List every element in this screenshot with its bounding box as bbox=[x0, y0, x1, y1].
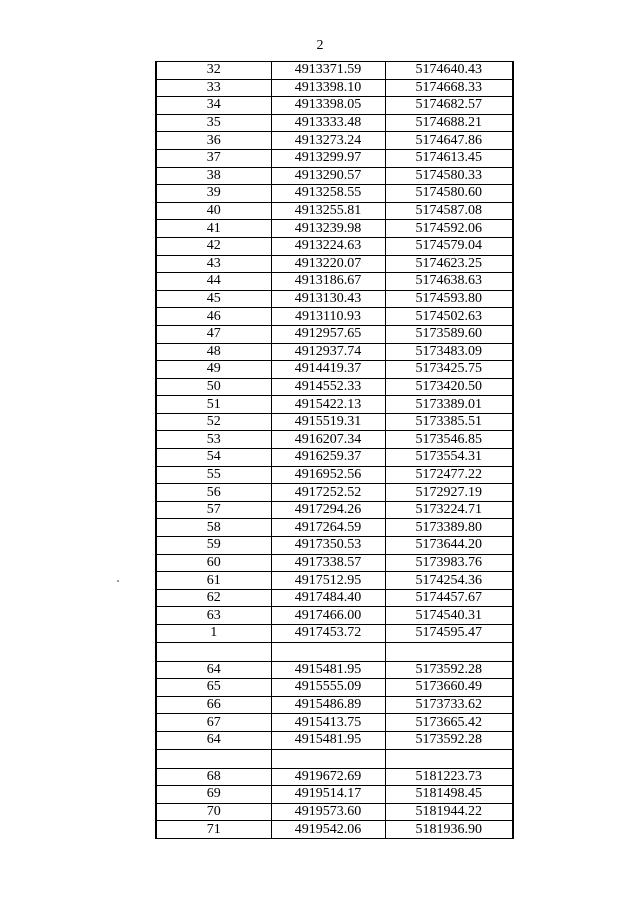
point-number-cell: 37 bbox=[156, 149, 271, 167]
point-number-cell: 65 bbox=[156, 679, 271, 697]
x-coordinate-cell: 4919573.60 bbox=[271, 803, 385, 821]
point-number-cell: 48 bbox=[156, 343, 271, 361]
x-coordinate-cell: 4913110.93 bbox=[271, 308, 385, 326]
x-coordinate-cell: 4913224.63 bbox=[271, 237, 385, 255]
x-coordinate-cell: 4917484.40 bbox=[271, 589, 385, 607]
table-row bbox=[156, 202, 513, 220]
x-coordinate-cell: 4916259.37 bbox=[271, 449, 385, 467]
y-coordinate-cell: 5173483.09 bbox=[385, 343, 513, 361]
point-number-cell: 64 bbox=[156, 731, 271, 749]
y-coordinate-cell bbox=[385, 642, 513, 661]
coordinates-table bbox=[155, 61, 514, 839]
point-number-cell: 33 bbox=[156, 79, 271, 97]
y-coordinate-cell: 5173425.75 bbox=[385, 361, 513, 379]
table-row bbox=[156, 449, 513, 467]
scan-artifact bbox=[117, 580, 119, 582]
x-coordinate-cell: 4912937.74 bbox=[271, 343, 385, 361]
table-row bbox=[156, 132, 513, 150]
table-row bbox=[156, 396, 513, 414]
x-coordinate-cell: 4915481.95 bbox=[271, 731, 385, 749]
y-coordinate-cell: 5174682.57 bbox=[385, 97, 513, 115]
x-coordinate-cell: 4913258.55 bbox=[271, 185, 385, 203]
x-coordinate-cell bbox=[271, 749, 385, 768]
table-row bbox=[156, 484, 513, 502]
point-number-cell: 53 bbox=[156, 431, 271, 449]
y-coordinate-cell: 5173665.42 bbox=[385, 714, 513, 732]
point-number-cell: 34 bbox=[156, 97, 271, 115]
point-number-cell: 46 bbox=[156, 308, 271, 326]
x-coordinate-cell: 4917350.53 bbox=[271, 537, 385, 555]
x-coordinate-cell: 4917512.95 bbox=[271, 572, 385, 590]
table-row bbox=[156, 290, 513, 308]
y-coordinate-cell bbox=[385, 749, 513, 768]
x-coordinate-cell: 4916952.56 bbox=[271, 466, 385, 484]
point-number-cell: 60 bbox=[156, 554, 271, 572]
y-coordinate-cell: 5174587.08 bbox=[385, 202, 513, 220]
point-number-cell: 45 bbox=[156, 290, 271, 308]
y-coordinate-cell: 5174647.86 bbox=[385, 132, 513, 150]
x-coordinate-cell: 4912957.65 bbox=[271, 325, 385, 343]
y-coordinate-cell: 5174457.67 bbox=[385, 589, 513, 607]
y-coordinate-cell: 5174688.21 bbox=[385, 114, 513, 132]
point-number-cell: 63 bbox=[156, 607, 271, 625]
table-row bbox=[156, 149, 513, 167]
point-number-cell: 57 bbox=[156, 501, 271, 519]
x-coordinate-cell: 4916207.34 bbox=[271, 431, 385, 449]
y-coordinate-cell: 5173589.60 bbox=[385, 325, 513, 343]
y-coordinate-cell: 5173592.28 bbox=[385, 661, 513, 679]
table-row bbox=[156, 97, 513, 115]
y-coordinate-cell: 5181936.90 bbox=[385, 821, 513, 839]
x-coordinate-cell: 4917453.72 bbox=[271, 625, 385, 643]
table-row bbox=[156, 661, 513, 679]
x-coordinate-cell: 4913290.57 bbox=[271, 167, 385, 185]
point-number-cell: 42 bbox=[156, 237, 271, 255]
page-number: 2 bbox=[316, 38, 324, 53]
point-number-cell: 59 bbox=[156, 537, 271, 555]
y-coordinate-cell: 5181944.22 bbox=[385, 803, 513, 821]
table-row bbox=[156, 79, 513, 97]
y-coordinate-cell: 5173733.62 bbox=[385, 696, 513, 714]
point-number-cell: 67 bbox=[156, 714, 271, 732]
table-row bbox=[156, 167, 513, 185]
x-coordinate-cell: 4919672.69 bbox=[271, 768, 385, 786]
x-coordinate-cell: 4913333.48 bbox=[271, 114, 385, 132]
point-number-cell: 47 bbox=[156, 325, 271, 343]
point-number-cell: 51 bbox=[156, 396, 271, 414]
x-coordinate-cell: 4913130.43 bbox=[271, 290, 385, 308]
y-coordinate-cell: 5174668.33 bbox=[385, 79, 513, 97]
point-number-cell: 35 bbox=[156, 114, 271, 132]
y-coordinate-cell: 5174540.31 bbox=[385, 607, 513, 625]
y-coordinate-cell: 5174254.36 bbox=[385, 572, 513, 590]
y-coordinate-cell: 5174502.63 bbox=[385, 308, 513, 326]
y-coordinate-cell: 5173546.85 bbox=[385, 431, 513, 449]
table-row bbox=[156, 378, 513, 396]
x-coordinate-cell: 4915555.09 bbox=[271, 679, 385, 697]
point-number-cell: 41 bbox=[156, 220, 271, 238]
coordinates-table-body bbox=[156, 62, 513, 839]
x-coordinate-cell: 4914552.33 bbox=[271, 378, 385, 396]
point-number-cell: 69 bbox=[156, 786, 271, 804]
x-coordinate-cell: 4913186.67 bbox=[271, 273, 385, 291]
y-coordinate-cell: 5174595.47 bbox=[385, 625, 513, 643]
point-number-cell: 55 bbox=[156, 466, 271, 484]
x-coordinate-cell: 4913299.97 bbox=[271, 149, 385, 167]
table-row bbox=[156, 642, 513, 661]
x-coordinate-cell: 4915413.75 bbox=[271, 714, 385, 732]
x-coordinate-cell: 4917466.00 bbox=[271, 607, 385, 625]
table-row bbox=[156, 519, 513, 537]
point-number-cell: 39 bbox=[156, 185, 271, 203]
point-number-cell: 56 bbox=[156, 484, 271, 502]
table-row bbox=[156, 749, 513, 768]
table-row bbox=[156, 114, 513, 132]
y-coordinate-cell: 5181498.45 bbox=[385, 786, 513, 804]
point-number-cell: 61 bbox=[156, 572, 271, 590]
point-number-cell: 58 bbox=[156, 519, 271, 537]
y-coordinate-cell: 5174593.80 bbox=[385, 290, 513, 308]
x-coordinate-cell: 4915481.95 bbox=[271, 661, 385, 679]
table-row bbox=[156, 325, 513, 343]
y-coordinate-cell: 5174623.25 bbox=[385, 255, 513, 273]
table-row bbox=[156, 185, 513, 203]
point-number-cell: 71 bbox=[156, 821, 271, 839]
point-number-cell bbox=[156, 642, 271, 661]
table-row bbox=[156, 607, 513, 625]
y-coordinate-cell: 5173420.50 bbox=[385, 378, 513, 396]
point-number-cell: 32 bbox=[156, 62, 271, 80]
point-number-cell: 62 bbox=[156, 589, 271, 607]
table-row bbox=[156, 343, 513, 361]
y-coordinate-cell: 5174580.60 bbox=[385, 185, 513, 203]
table-row bbox=[156, 237, 513, 255]
x-coordinate-cell: 4913273.24 bbox=[271, 132, 385, 150]
table-row bbox=[156, 273, 513, 291]
y-coordinate-cell: 5174592.06 bbox=[385, 220, 513, 238]
table-row bbox=[156, 431, 513, 449]
y-coordinate-cell: 5173224.71 bbox=[385, 501, 513, 519]
point-number-cell: 64 bbox=[156, 661, 271, 679]
y-coordinate-cell: 5174579.04 bbox=[385, 237, 513, 255]
x-coordinate-cell: 4917294.26 bbox=[271, 501, 385, 519]
point-number-cell bbox=[156, 749, 271, 768]
y-coordinate-cell: 5173644.20 bbox=[385, 537, 513, 555]
x-coordinate-cell: 4913398.10 bbox=[271, 79, 385, 97]
x-coordinate-cell: 4913371.59 bbox=[271, 62, 385, 80]
y-coordinate-cell: 5174638.63 bbox=[385, 273, 513, 291]
point-number-cell: 38 bbox=[156, 167, 271, 185]
x-coordinate-cell bbox=[271, 642, 385, 661]
table-row bbox=[156, 786, 513, 804]
y-coordinate-cell: 5174640.43 bbox=[385, 62, 513, 80]
x-coordinate-cell: 4917338.57 bbox=[271, 554, 385, 572]
table-row bbox=[156, 696, 513, 714]
point-number-cell: 40 bbox=[156, 202, 271, 220]
table-row bbox=[156, 625, 513, 643]
x-coordinate-cell: 4913239.98 bbox=[271, 220, 385, 238]
x-coordinate-cell: 4914419.37 bbox=[271, 361, 385, 379]
y-coordinate-cell: 5173389.80 bbox=[385, 519, 513, 537]
table-row bbox=[156, 572, 513, 590]
y-coordinate-cell: 5173554.31 bbox=[385, 449, 513, 467]
x-coordinate-cell: 4919514.17 bbox=[271, 786, 385, 804]
x-coordinate-cell: 4919542.06 bbox=[271, 821, 385, 839]
table-row bbox=[156, 803, 513, 821]
point-number-cell: 44 bbox=[156, 273, 271, 291]
table-row bbox=[156, 589, 513, 607]
point-number-cell: 49 bbox=[156, 361, 271, 379]
x-coordinate-cell: 4913255.81 bbox=[271, 202, 385, 220]
point-number-cell: 52 bbox=[156, 413, 271, 431]
x-coordinate-cell: 4913398.05 bbox=[271, 97, 385, 115]
y-coordinate-cell: 5172927.19 bbox=[385, 484, 513, 502]
y-coordinate-cell: 5173592.28 bbox=[385, 731, 513, 749]
y-coordinate-cell: 5174613.45 bbox=[385, 149, 513, 167]
table-row bbox=[156, 413, 513, 431]
table-row bbox=[156, 501, 513, 519]
table-row bbox=[156, 554, 513, 572]
y-coordinate-cell: 5173385.51 bbox=[385, 413, 513, 431]
table-row bbox=[156, 255, 513, 273]
point-number-cell: 36 bbox=[156, 132, 271, 150]
table-row bbox=[156, 308, 513, 326]
y-coordinate-cell: 5174580.33 bbox=[385, 167, 513, 185]
y-coordinate-cell: 5173660.49 bbox=[385, 679, 513, 697]
y-coordinate-cell: 5173389.01 bbox=[385, 396, 513, 414]
table-row bbox=[156, 537, 513, 555]
point-number-cell: 1 bbox=[156, 625, 271, 643]
table-row bbox=[156, 466, 513, 484]
table-row bbox=[156, 714, 513, 732]
x-coordinate-cell: 4917264.59 bbox=[271, 519, 385, 537]
table-row bbox=[156, 768, 513, 786]
table-row bbox=[156, 361, 513, 379]
point-number-cell: 68 bbox=[156, 768, 271, 786]
table-row bbox=[156, 821, 513, 839]
x-coordinate-cell: 4915422.13 bbox=[271, 396, 385, 414]
y-coordinate-cell: 5173983.76 bbox=[385, 554, 513, 572]
y-coordinate-cell: 5181223.73 bbox=[385, 768, 513, 786]
table-row bbox=[156, 62, 513, 80]
table-row bbox=[156, 220, 513, 238]
point-number-cell: 66 bbox=[156, 696, 271, 714]
point-number-cell: 50 bbox=[156, 378, 271, 396]
x-coordinate-cell: 4915519.31 bbox=[271, 413, 385, 431]
table-row bbox=[156, 731, 513, 749]
x-coordinate-cell: 4915486.89 bbox=[271, 696, 385, 714]
y-coordinate-cell: 5172477.22 bbox=[385, 466, 513, 484]
x-coordinate-cell: 4917252.52 bbox=[271, 484, 385, 502]
table-row bbox=[156, 679, 513, 697]
point-number-cell: 54 bbox=[156, 449, 271, 467]
point-number-cell: 70 bbox=[156, 803, 271, 821]
x-coordinate-cell: 4913220.07 bbox=[271, 255, 385, 273]
point-number-cell: 43 bbox=[156, 255, 271, 273]
